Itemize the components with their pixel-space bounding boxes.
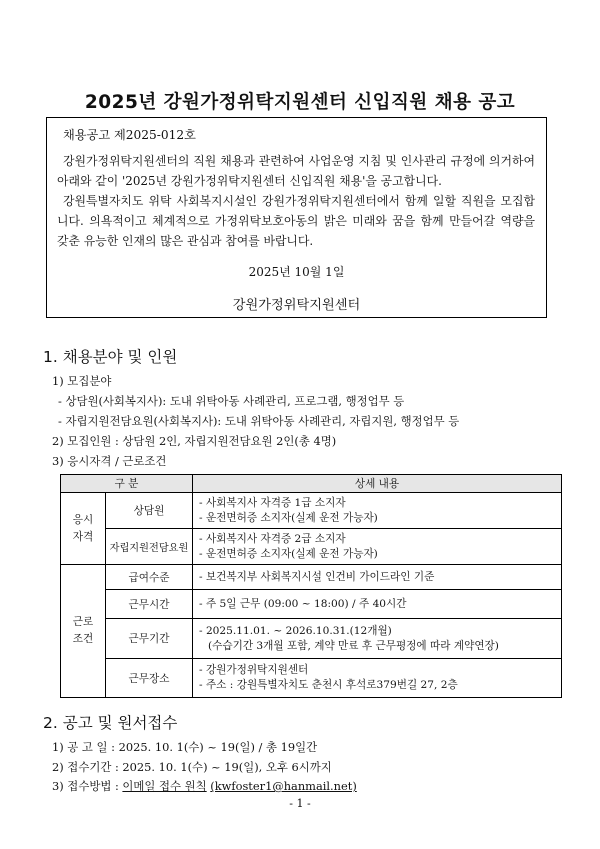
section-1-item-1a: - 상담원(사회복지사): 도내 위탁아동 사례관리, 프로그램, 행정업무 등 (58, 394, 405, 408)
table-row (61, 619, 562, 659)
table-row (61, 493, 562, 529)
notice-body (57, 151, 535, 251)
section-1-item-1b: - 자립지원전담요원(사회복지사): 도내 위탁아동 사례관리, 자립지원, 행정업무 등 (58, 414, 460, 428)
notice-date: 2025년 10월 1일 (248, 265, 345, 279)
table-header-row (61, 475, 562, 493)
row-label: 근무시간 (106, 590, 193, 619)
header-category: 구 분 (61, 475, 193, 493)
detail-line: - 보건복지부 사회복지시설 인건비 가이드라인 기준 (199, 570, 435, 583)
row-label: 근무기간 (106, 619, 193, 659)
notice-paragraph-2: 강원특별자치도 위탁 사회복지시설인 강원가정위탁지원센터에서 함께 일할 직원을 모집합니다. 의욕적이고 체계적으로 가정위탁보호아동의 밝은 미래와 꿈을 함께 만들어갈 역량을 갖춘 유능한 인재의 많은 관심과 참여를 바랍니다. (57, 194, 535, 248)
detail-line: - 2025.11.01. ~ 2026.10.31.(12개월) (199, 624, 392, 637)
email-link[interactable]: (kwfoster1@hanmail.net) (210, 779, 357, 793)
table-row (61, 529, 562, 565)
detail-line: (수습기간 3개월 포함, 계약 만료 후 근무평정에 따라 계약연장) (208, 639, 499, 652)
table-row (61, 565, 562, 590)
header-detail: 상세 내용 (193, 475, 562, 493)
detail-line: - 사회복지사 자격증 2급 소지자 (199, 532, 346, 545)
section-2-item-3 (52, 778, 357, 794)
detail-line: - 사회복지사 자격증 1급 소지자 (199, 496, 346, 509)
row-label: 자립지원전담요원 (106, 529, 193, 565)
notice-organization: 강원가정위탁지원센터 (232, 298, 361, 313)
detail-line: - 강원가정위탁지원센터 (199, 664, 309, 676)
detail-line: - 운전면허증 소지자(실제 운전 가능자) (199, 547, 378, 560)
row-label: 상담원 (106, 493, 193, 529)
row-detail (193, 659, 562, 698)
detail-line: - 운전면허증 소지자(실제 운전 가능자) (199, 511, 378, 524)
section-2-item-2: 2) 접수기간 : 2025. 10. 1(수) ~ 19(일), 오후 6시까지 (52, 760, 332, 774)
method-text: 이메일 접수 원칙 (122, 779, 207, 793)
group-qualification: 응시 자격 (61, 493, 106, 565)
row-label: 급여수준 (106, 565, 193, 590)
section-1-item-1: 1) 모집분야 (52, 374, 112, 388)
page-title: 2025년 강원가정위탁지원센터 신입직원 채용 공고 (84, 92, 516, 113)
detail-line: - 주 5일 근무 (09:00 ~ 18:00) / 주 40시간 (199, 597, 407, 610)
group-working-conditions: 근로 조건 (61, 565, 106, 698)
method-prefix: 3) 접수방법 : (52, 779, 123, 793)
section-2-item-1: 1) 공 고 일 : 2025. 10. 1(수) ~ 19(일) / 총 19일간 (52, 740, 318, 754)
notice-paragraph-1: 강원가정위탁지원센터의 직원 채용과 관련하여 사업운영 지침 및 인사관리 규정에 의거하여 아래와 같이 '2025년 강원가정위탁지원센터 신입직원 채용'을 공고합니다. (57, 154, 535, 188)
table-row (61, 659, 562, 698)
section-1-item-3: 3) 응시자격 / 근로조건 (52, 454, 167, 468)
conditions-table (60, 474, 562, 698)
notice-number: 채용공고 제2025-012호 (63, 128, 196, 142)
row-detail (193, 493, 562, 529)
row-detail (193, 619, 562, 659)
detail-line: - 주소 : 강원특별자치도 춘천시 후석로379번길 27, 2층 (199, 679, 458, 691)
table-row (61, 590, 562, 619)
section-1-item-2: 2) 모집인원 : 상담원 2인, 자립지원전담요원 2인(총 4명) (52, 434, 337, 448)
notice-box (46, 117, 547, 318)
row-detail (193, 565, 562, 590)
row-detail (193, 590, 562, 619)
page-number: - 1 - (289, 797, 311, 810)
section-2-heading: 2. 공고 및 원서접수 (43, 714, 178, 732)
section-1-heading: 1. 채용분야 및 인원 (43, 348, 178, 366)
row-detail (193, 529, 562, 565)
row-label: 근무장소 (106, 659, 193, 698)
